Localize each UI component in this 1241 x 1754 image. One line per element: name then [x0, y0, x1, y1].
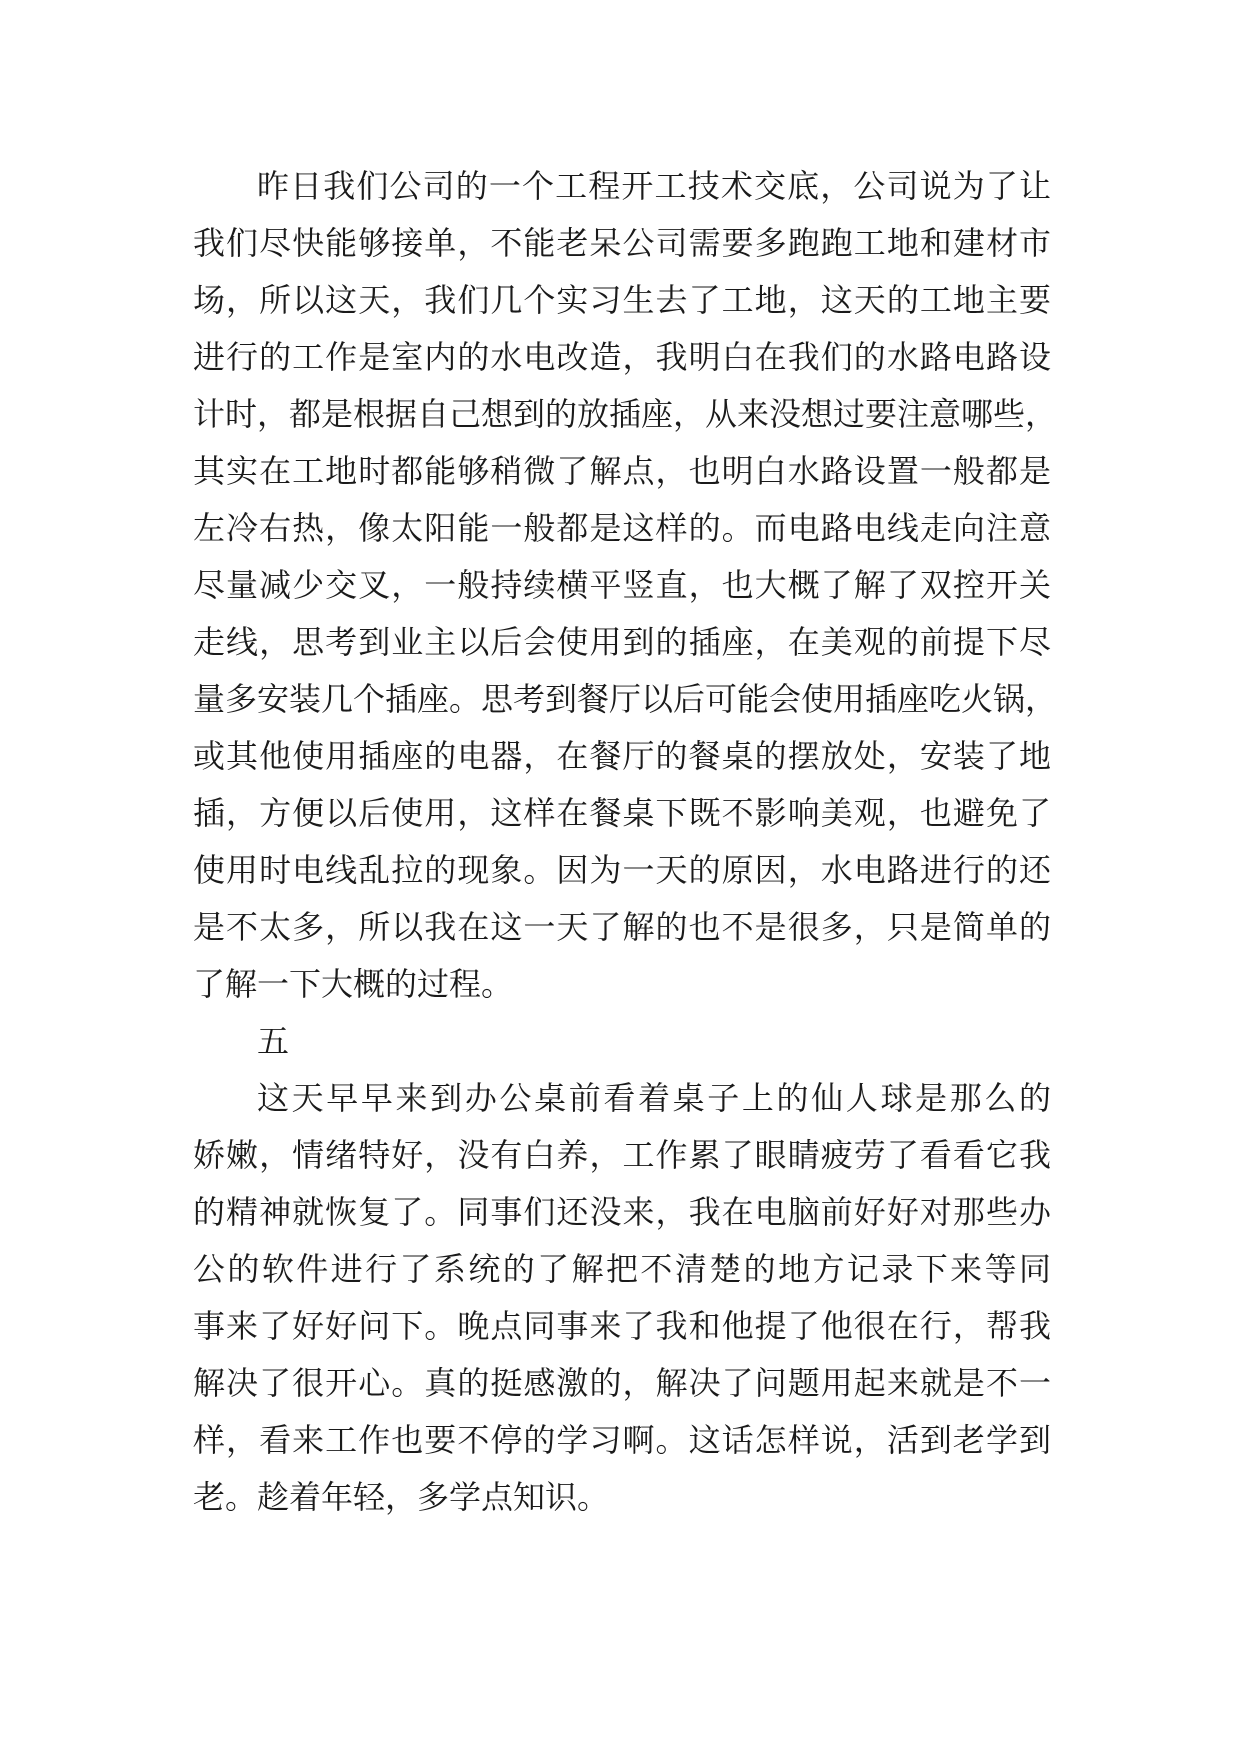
paragraph-line: 走线，思考到业主以后会使用到的插座，在美观的前提下尽	[193, 623, 1051, 661]
paragraph-line: 进行的工作是室内的水电改造，我明白在我们的水路电路设	[193, 338, 1051, 376]
paragraph-line: 这天早早来到办公桌前看着桌子上的仙人球是那么的	[257, 1079, 1051, 1117]
paragraph-line: 场，所以这天，我们几个实习生去了工地，这天的工地主要	[193, 281, 1051, 319]
paragraph-line: 计时，都是根据自己想到的放插座，从来没想过要注意哪些，	[193, 395, 1058, 433]
paragraph-line: 娇嫩，情绪特好，没有白养，工作累了眼睛疲劳了看看它我	[193, 1136, 1051, 1174]
paragraph-line: 插，方便以后使用，这样在餐桌下既不影响美观，也避免了	[193, 794, 1051, 832]
paragraph-line: 样，看来工作也要不停的学习啊。这话怎样说，活到老学到	[193, 1421, 1051, 1459]
document-body	[193, 158, 1058, 1526]
paragraph-line: 是不太多，所以我在这一天了解的也不是很多，只是简单的	[193, 908, 1051, 946]
paragraph-line: 昨日我们公司的一个工程开工技术交底，公司说为了让	[257, 167, 1051, 205]
paragraph-line: 量多安装几个插座。思考到餐厅以后可能会使用插座吃火锅，	[193, 680, 1058, 718]
section-heading: 五	[257, 1022, 290, 1060]
paragraph-line: 尽量减少交叉，一般持续横平竖直，也大概了解了双控开关	[193, 566, 1051, 604]
paragraph-line: 公的软件进行了系统的了解把不清楚的地方记录下来等同	[193, 1250, 1051, 1288]
paragraph-line: 事来了好好问下。晚点同事来了我和他提了他很在行，帮我	[193, 1307, 1051, 1345]
paragraph-line: 使用时电线乱拉的现象。因为一天的原因，水电路进行的还	[193, 851, 1051, 889]
paragraph-2	[193, 1070, 1051, 1526]
paragraph-line: 我们尽快能够接单，不能老呆公司需要多跑跑工地和建材市	[193, 224, 1051, 262]
paragraph-1	[193, 158, 1058, 1013]
paragraph-line: 老。趁着年轻，多学点知识。	[193, 1478, 610, 1516]
paragraph-line: 解决了很开心。真的挺感激的，解决了问题用起来就是不一	[193, 1364, 1051, 1402]
paragraph-line: 了解一下大概的过程。	[193, 965, 514, 1003]
paragraph-line: 的精神就恢复了。同事们还没来，我在电脑前好好对那些办	[193, 1193, 1051, 1231]
paragraph-line: 左冷右热，像太阳能一般都是这样的。而电路电线走向注意	[193, 509, 1051, 547]
paragraph-line: 或其他使用插座的电器，在餐厅的餐桌的摆放处，安装了地	[193, 737, 1051, 775]
paragraph-line: 其实在工地时都能够稍微了解点，也明白水路设置一般都是	[193, 452, 1051, 490]
